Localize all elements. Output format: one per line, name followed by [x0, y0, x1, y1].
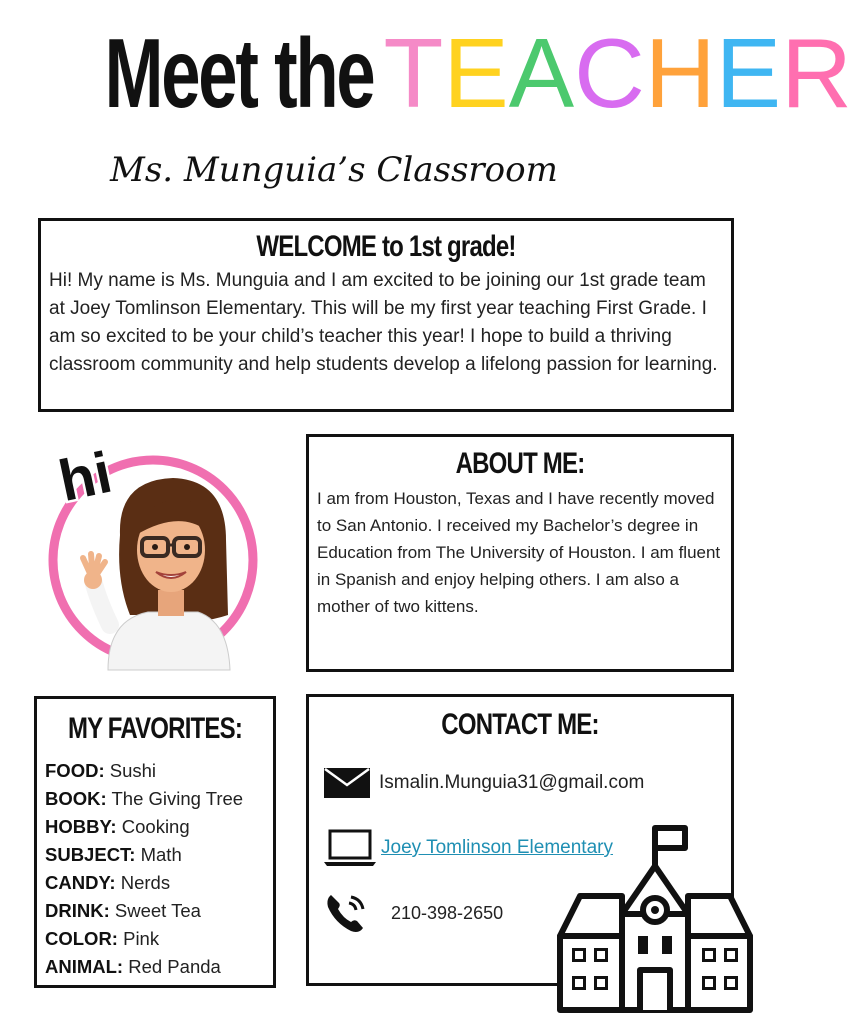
school-building-icon [554, 824, 756, 1016]
favorite-label: FOOD: [45, 760, 105, 781]
list-item [45, 841, 265, 869]
about-text: I am from Houston, Texas and I have recently moved to San Antonio. I received my Bachelor’s degree in Education from The University of Houston. I am fluent in Spanish and enjoy helping others. I am also a mother of two kittens. [317, 489, 721, 616]
about-box [306, 434, 734, 672]
title-teacher [384, 18, 852, 128]
favorite-label: BOOK: [45, 788, 107, 809]
welcome-heading: WELCOME to 1st grade! [256, 230, 516, 263]
page-title [0, 18, 852, 128]
favorite-value: The Giving Tree [111, 788, 244, 809]
classroom-subtitle: Ms. Munguia’s Classroom [110, 150, 558, 190]
title-letter: H [644, 18, 716, 128]
favorite-value: Red Panda [128, 956, 221, 977]
about-heading: ABOUT ME: [455, 447, 585, 480]
title-letter: E [443, 18, 509, 128]
favorites-box [34, 696, 276, 988]
favorite-label: CANDY: [45, 872, 116, 893]
title-letter: A [508, 18, 575, 128]
title-letter: E [715, 18, 782, 128]
favorite-value: Pink [123, 928, 160, 949]
title-meet-the: Meet the [104, 18, 374, 128]
phone-icon [323, 891, 369, 935]
contact-heading: CONTACT ME: [441, 708, 599, 741]
avatar-greeting: hi [53, 439, 118, 515]
envelope-icon [323, 767, 371, 799]
school-link[interactable]: Joey Tomlinson Elementary [381, 837, 613, 858]
favorite-label: SUBJECT: [45, 844, 136, 865]
contact-email-row [323, 767, 644, 799]
contact-phone[interactable]: 210-398-2650 [391, 902, 504, 923]
list-item [45, 897, 265, 925]
title-letter: R [781, 18, 852, 128]
contact-email[interactable]: Ismalin.Munguia31@gmail.com [379, 772, 645, 793]
laptop-icon [323, 829, 377, 867]
favorite-value: Cooking [121, 816, 190, 837]
contact-phone-row [323, 891, 503, 935]
list-item [45, 757, 265, 785]
favorite-value: Sushi [109, 760, 157, 781]
favorite-label: DRINK: [45, 900, 110, 921]
favorite-label: ANIMAL: [45, 956, 124, 977]
list-item [45, 785, 265, 813]
favorite-value: Sweet Tea [114, 900, 201, 921]
list-item [45, 813, 265, 841]
title-letter: T [383, 18, 444, 128]
favorite-value: Nerds [120, 872, 171, 893]
list-item [45, 953, 265, 981]
favorite-value: Math [140, 844, 182, 865]
favorites-heading: MY FAVORITES: [67, 712, 243, 745]
welcome-box [38, 218, 734, 412]
favorites-list [45, 757, 265, 981]
title-letter: C [574, 18, 645, 128]
favorite-label: COLOR: [45, 928, 118, 949]
bitmoji-avatar-icon [38, 440, 268, 670]
list-item [45, 869, 265, 897]
welcome-text: Hi! My name is Ms. Munguia and I am excited to be joining our 1st grade team at Joey Tomlinson Elementary. This will be my first year teaching First Grade. I am so excited to be your child’s teacher this year! I hope to build a thriving classroom community and help students develop a lifelong passion for learning. [49, 270, 718, 375]
list-item [45, 925, 265, 953]
favorite-label: HOBBY: [45, 816, 117, 837]
